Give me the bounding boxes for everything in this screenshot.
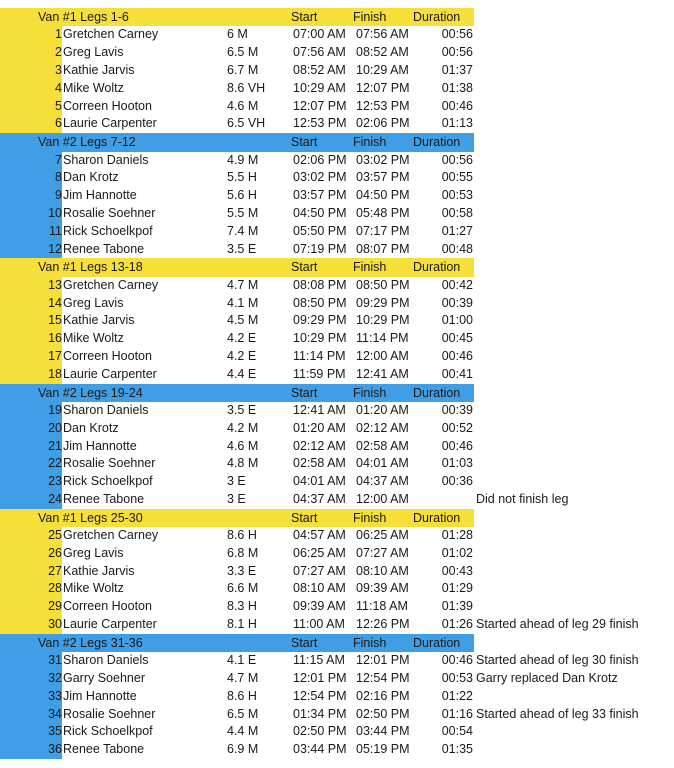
leg-number: 16 <box>48 331 62 346</box>
leg-duration: 01:00 <box>441 313 473 328</box>
leg-row <box>0 152 674 170</box>
finish-time: 12:53 PM <box>356 98 410 113</box>
leg-distance: 4.5 M <box>227 313 259 328</box>
runner-name: Renee Tabone <box>63 742 145 757</box>
leg-duration: 01:28 <box>441 528 473 543</box>
leg-duration: 00:56 <box>441 27 473 42</box>
finish-column-header: Finish <box>353 510 387 525</box>
leg-duration: 01:13 <box>441 116 473 131</box>
finish-time: 02:06 PM <box>356 116 410 131</box>
start-time: 04:57 AM <box>293 528 346 543</box>
runner-name: Laurie Carpenter <box>63 366 157 381</box>
finish-time: 03:57 PM <box>356 170 410 185</box>
leg-duration: 00:54 <box>441 724 473 739</box>
leg-row <box>0 688 674 706</box>
runner-name: Sharon Daniels <box>63 653 149 668</box>
finish-time: 02:50 PM <box>356 706 410 721</box>
leg-distance: 4.4 M <box>227 724 259 739</box>
leg-row <box>0 616 674 634</box>
van-section <box>0 133 674 258</box>
leg-row <box>0 62 674 80</box>
runner-name: Greg Lavis <box>63 295 124 310</box>
start-time: 09:29 PM <box>293 313 347 328</box>
leg-number: 7 <box>55 152 62 167</box>
leg-row <box>0 652 674 670</box>
leg-duration: 00:39 <box>441 402 473 417</box>
runner-name: Correen Hooton <box>63 348 152 363</box>
leg-duration: 00:42 <box>441 277 473 292</box>
leg-distance: 4.2 M <box>227 420 259 435</box>
start-time: 07:27 AM <box>293 563 346 578</box>
leg-row <box>0 527 674 545</box>
leg-number: 21 <box>48 438 62 453</box>
leg-duration: 00:58 <box>441 205 473 220</box>
section-header-row <box>0 634 674 652</box>
start-time: 12:07 PM <box>293 98 347 113</box>
section-title: Van #1 Legs 13-18 <box>38 260 143 275</box>
leg-duration: 00:48 <box>441 241 473 256</box>
runner-name: Garry Soehner <box>63 671 145 686</box>
start-time: 06:25 AM <box>293 545 346 560</box>
leg-number: 18 <box>48 366 62 381</box>
finish-time: 12:26 PM <box>356 617 410 632</box>
finish-time: 06:25 AM <box>356 528 409 543</box>
leg-distance: 6.8 M <box>227 545 259 560</box>
section-title: Van #2 Legs 19-24 <box>38 385 143 400</box>
leg-number: 6 <box>55 116 62 131</box>
finish-time: 10:29 PM <box>356 313 410 328</box>
runner-name: Rick Schoelkpof <box>63 474 153 489</box>
finish-column-header: Finish <box>353 135 387 150</box>
leg-row <box>0 241 674 259</box>
finish-time: 09:29 PM <box>356 295 410 310</box>
finish-column-header: Finish <box>353 10 387 24</box>
start-time: 12:54 PM <box>293 688 347 703</box>
leg-duration: 01:02 <box>441 545 473 560</box>
section-header-row <box>0 8 674 26</box>
start-time: 03:57 PM <box>293 188 347 203</box>
finish-time: 08:10 AM <box>356 563 409 578</box>
runner-name: Mike Woltz <box>63 80 124 95</box>
leg-distance: 4.1 M <box>227 295 259 310</box>
leg-number: 15 <box>48 313 62 328</box>
finish-time: 12:41 AM <box>356 366 409 381</box>
leg-distance: 6 M <box>227 27 248 42</box>
runner-name: Kathie Jarvis <box>63 62 135 77</box>
leg-duration: 00:55 <box>441 170 473 185</box>
start-time: 01:34 PM <box>293 706 347 721</box>
leg-number: 27 <box>48 563 62 578</box>
leg-number: 8 <box>55 170 62 185</box>
finish-time: 03:02 PM <box>356 152 410 167</box>
duration-column-header: Duration <box>413 635 461 650</box>
leg-number: 25 <box>48 528 62 543</box>
finish-time: 05:19 PM <box>356 742 410 757</box>
leg-number: 2 <box>55 45 62 60</box>
leg-number: 26 <box>48 545 62 560</box>
leg-distance: 6.7 M <box>227 62 259 77</box>
section-header-row <box>0 509 674 527</box>
start-time: 11:00 AM <box>293 617 345 632</box>
leg-distance: 3.5 E <box>227 241 257 256</box>
start-time: 08:08 PM <box>293 277 347 292</box>
runner-name: Renee Tabone <box>63 241 145 256</box>
leg-distance: 6.5 VH <box>227 116 266 131</box>
leg-duration: 00:53 <box>441 671 473 686</box>
finish-time: 04:50 PM <box>356 188 410 203</box>
finish-time: 12:01 PM <box>356 653 410 668</box>
leg-note: Did not finish leg <box>476 491 569 506</box>
finish-column-header: Finish <box>353 260 387 275</box>
runner-name: Gretchen Carney <box>63 27 159 42</box>
leg-distance: 4.6 M <box>227 438 259 453</box>
leg-number: 10 <box>48 205 62 220</box>
leg-row <box>0 26 674 44</box>
leg-duration: 01:38 <box>441 80 473 95</box>
leg-note: Started ahead of leg 33 finish <box>476 706 639 721</box>
leg-number: 34 <box>48 706 62 721</box>
leg-duration: 01:22 <box>441 688 473 703</box>
leg-number: 32 <box>48 671 62 686</box>
start-time: 12:01 PM <box>293 671 347 686</box>
runner-name: Jim Hannotte <box>63 688 137 703</box>
finish-time: 11:14 PM <box>356 331 409 346</box>
leg-row <box>0 169 674 187</box>
leg-number: 1 <box>55 27 62 42</box>
leg-note: Garry replaced Dan Krotz <box>476 671 618 686</box>
leg-row <box>0 580 674 598</box>
van-section <box>0 258 674 383</box>
leg-number: 14 <box>48 295 62 310</box>
leg-number: 35 <box>48 724 62 739</box>
finish-column-header: Finish <box>353 635 387 650</box>
leg-row <box>0 598 674 616</box>
leg-row <box>0 187 674 205</box>
finish-time: 07:27 AM <box>356 545 409 560</box>
leg-note: Started ahead of leg 30 finish <box>476 653 639 668</box>
leg-number: 4 <box>55 80 62 95</box>
leg-duration: 00:46 <box>441 98 473 113</box>
leg-row <box>0 670 674 688</box>
leg-distance: 6.5 M <box>227 45 259 60</box>
runner-name: Kathie Jarvis <box>63 563 135 578</box>
runner-name: Mike Woltz <box>63 331 124 346</box>
leg-number: 28 <box>48 581 62 596</box>
finish-time: 02:16 PM <box>356 688 410 703</box>
finish-time: 12:07 PM <box>356 80 410 95</box>
leg-distance: 8.6 H <box>227 528 257 543</box>
leg-row <box>0 491 674 509</box>
leg-row <box>0 205 674 223</box>
section-header-row <box>0 258 674 276</box>
runner-name: Rosalie Soehner <box>63 456 156 471</box>
leg-distance: 4.9 M <box>227 152 259 167</box>
finish-time: 12:00 AM <box>356 348 409 363</box>
leg-duration: 01:26 <box>441 617 473 632</box>
van-section <box>0 634 674 759</box>
section-title: Van #2 Legs 31-36 <box>38 635 143 650</box>
leg-number: 31 <box>48 653 62 668</box>
leg-distance: 4.1 E <box>227 653 257 668</box>
section-title: Van #2 Legs 7-12 <box>38 135 136 150</box>
finish-time: 09:39 AM <box>356 581 409 596</box>
leg-number: 23 <box>48 474 62 489</box>
start-time: 02:50 PM <box>293 724 347 739</box>
runner-name: Correen Hooton <box>63 98 152 113</box>
leg-duration: 00:43 <box>441 563 473 578</box>
leg-row <box>0 295 674 313</box>
finish-time: 11:18 AM <box>356 599 408 614</box>
start-column-header: Start <box>291 635 318 650</box>
runner-name: Sharon Daniels <box>63 152 149 167</box>
finish-time: 08:50 PM <box>356 277 410 292</box>
runner-name: Renee Tabone <box>63 491 145 506</box>
start-time: 10:29 PM <box>293 331 347 346</box>
leg-duration: 01:27 <box>441 223 473 238</box>
leg-number: 12 <box>48 241 62 256</box>
leg-row <box>0 80 674 98</box>
start-time: 04:50 PM <box>293 205 347 220</box>
leg-duration: 00:56 <box>441 45 473 60</box>
duration-column-header: Duration <box>413 385 461 400</box>
start-column-header: Start <box>291 385 318 400</box>
leg-duration: 00:39 <box>441 295 473 310</box>
finish-time: 01:20 AM <box>356 402 409 417</box>
start-column-header: Start <box>291 10 318 24</box>
leg-duration: 00:46 <box>441 653 473 668</box>
finish-time: 02:12 AM <box>356 420 409 435</box>
leg-row <box>0 277 674 295</box>
leg-distance: 8.6 H <box>227 688 257 703</box>
leg-distance: 3 E <box>227 491 246 506</box>
leg-duration: 00:45 <box>441 331 473 346</box>
relay-schedule-sheet <box>0 8 674 759</box>
leg-distance: 3.5 E <box>227 402 257 417</box>
runner-name: Laurie Carpenter <box>63 116 157 131</box>
runner-name: Jim Hannotte <box>63 188 137 203</box>
leg-number: 22 <box>48 456 62 471</box>
start-time: 11:14 PM <box>293 348 346 363</box>
leg-distance: 4.8 M <box>227 456 259 471</box>
finish-time: 07:56 AM <box>356 27 409 42</box>
leg-row <box>0 563 674 581</box>
start-time: 08:10 AM <box>293 581 346 596</box>
leg-row <box>0 741 674 759</box>
leg-distance: 4.2 E <box>227 331 257 346</box>
leg-number: 11 <box>49 223 62 238</box>
finish-time: 04:37 AM <box>356 474 409 489</box>
leg-number: 20 <box>48 420 62 435</box>
finish-time: 12:00 AM <box>356 491 409 506</box>
leg-row <box>0 455 674 473</box>
runner-name: Greg Lavis <box>63 45 124 60</box>
runner-name: Jim Hannotte <box>63 438 137 453</box>
leg-number: 30 <box>48 617 62 632</box>
leg-row <box>0 366 674 384</box>
leg-row <box>0 438 674 456</box>
start-time: 07:56 AM <box>293 45 346 60</box>
leg-row <box>0 312 674 330</box>
leg-number: 3 <box>55 62 62 77</box>
runner-name: Gretchen Carney <box>63 277 159 292</box>
leg-duration: 00:56 <box>441 152 473 167</box>
leg-duration: 00:52 <box>441 420 473 435</box>
start-time: 10:29 AM <box>293 80 346 95</box>
finish-time: 03:44 PM <box>356 724 410 739</box>
leg-number: 9 <box>55 188 62 203</box>
runner-name: Greg Lavis <box>63 545 124 560</box>
leg-row <box>0 348 674 366</box>
runner-name: Kathie Jarvis <box>63 313 135 328</box>
start-time: 07:19 PM <box>293 241 347 256</box>
leg-number: 29 <box>48 599 62 614</box>
start-time: 07:00 AM <box>293 27 346 42</box>
leg-number: 33 <box>48 688 62 703</box>
runner-name: Mike Woltz <box>63 581 124 596</box>
start-time: 03:02 PM <box>293 170 347 185</box>
leg-row <box>0 115 674 133</box>
leg-row <box>0 402 674 420</box>
start-time: 11:59 PM <box>293 366 346 381</box>
start-column-header: Start <box>291 510 318 525</box>
start-time: 01:20 AM <box>293 420 346 435</box>
leg-duration: 01:03 <box>441 456 473 471</box>
leg-distance: 4.2 E <box>227 348 257 363</box>
leg-distance: 6.5 M <box>227 706 259 721</box>
leg-distance: 8.6 VH <box>227 80 266 95</box>
start-time: 05:50 PM <box>293 223 347 238</box>
leg-duration: 00:41 <box>441 366 473 381</box>
start-time: 03:44 PM <box>293 742 347 757</box>
leg-row <box>0 473 674 491</box>
leg-number: 17 <box>48 348 62 363</box>
leg-duration: 01:16 <box>441 706 473 721</box>
section-title: Van #1 Legs 25-30 <box>38 510 143 525</box>
leg-row <box>0 330 674 348</box>
duration-column-header: Duration <box>413 10 461 24</box>
finish-time: 08:52 AM <box>356 45 409 60</box>
leg-distance: 5.6 H <box>227 188 257 203</box>
finish-time: 08:07 PM <box>356 241 410 256</box>
runner-name: Correen Hooton <box>63 599 152 614</box>
leg-duration: 00:46 <box>441 438 473 453</box>
start-time: 04:37 AM <box>293 491 346 506</box>
leg-row <box>0 706 674 724</box>
runner-name: Rick Schoelkpof <box>63 223 153 238</box>
section-title: Van #1 Legs 1-6 <box>38 10 129 24</box>
leg-distance: 4.7 M <box>227 277 259 292</box>
leg-distance: 4.6 M <box>227 98 259 113</box>
start-time: 02:06 PM <box>293 152 347 167</box>
start-column-header: Start <box>291 260 318 275</box>
leg-distance: 4.4 E <box>227 366 257 381</box>
leg-distance: 6.6 M <box>227 581 259 596</box>
van-section <box>0 384 674 509</box>
leg-number: 24 <box>48 491 62 506</box>
leg-duration: 00:46 <box>441 348 473 363</box>
leg-number: 19 <box>48 402 62 417</box>
start-time: 09:39 AM <box>293 599 346 614</box>
leg-distance: 8.3 H <box>227 599 257 614</box>
runner-name: Dan Krotz <box>63 170 119 185</box>
finish-time: 04:01 AM <box>356 456 409 471</box>
duration-column-header: Duration <box>413 510 461 525</box>
start-time: 08:52 AM <box>293 62 346 77</box>
leg-row <box>0 545 674 563</box>
leg-row <box>0 420 674 438</box>
leg-row <box>0 98 674 116</box>
finish-time: 07:17 PM <box>356 223 410 238</box>
leg-note: Started ahead of leg 29 finish <box>476 617 639 632</box>
leg-duration: 01:35 <box>441 742 473 757</box>
start-time: 12:53 PM <box>293 116 347 131</box>
leg-number: 5 <box>55 98 62 113</box>
leg-number: 36 <box>48 742 62 757</box>
section-header-row <box>0 384 674 402</box>
leg-row <box>0 44 674 62</box>
leg-duration: 01:29 <box>441 581 473 596</box>
section-header-row <box>0 133 674 151</box>
duration-column-header: Duration <box>413 260 461 275</box>
finish-time: 10:29 AM <box>356 62 409 77</box>
leg-distance: 6.9 M <box>227 742 259 757</box>
finish-time: 05:48 PM <box>356 205 410 220</box>
start-time: 08:50 PM <box>293 295 347 310</box>
finish-column-header: Finish <box>353 385 387 400</box>
leg-duration: 00:36 <box>441 474 473 489</box>
start-time: 04:01 AM <box>293 474 346 489</box>
leg-distance: 5.5 M <box>227 205 259 220</box>
runner-name: Laurie Carpenter <box>63 617 157 632</box>
leg-distance: 3.3 E <box>227 563 257 578</box>
leg-duration: 01:39 <box>441 599 473 614</box>
start-time: 11:15 AM <box>293 653 345 668</box>
leg-distance: 5.5 H <box>227 170 257 185</box>
van-section <box>0 509 674 634</box>
start-time: 12:41 AM <box>293 402 346 417</box>
finish-time: 02:58 AM <box>356 438 409 453</box>
runner-name: Rosalie Soehner <box>63 205 156 220</box>
leg-distance: 8.1 H <box>227 617 257 632</box>
leg-row <box>0 723 674 741</box>
start-time: 02:58 AM <box>293 456 346 471</box>
leg-row <box>0 223 674 241</box>
runner-name: Rosalie Soehner <box>63 706 156 721</box>
runner-name: Dan Krotz <box>63 420 119 435</box>
start-time: 02:12 AM <box>293 438 346 453</box>
leg-number: 13 <box>48 277 62 292</box>
leg-duration: 00:53 <box>441 188 473 203</box>
finish-time: 12:54 PM <box>356 671 410 686</box>
runner-name: Gretchen Carney <box>63 528 159 543</box>
runner-name: Rick Schoelkpof <box>63 724 153 739</box>
leg-duration: 01:37 <box>441 62 473 77</box>
leg-distance: 7.4 M <box>227 223 259 238</box>
duration-column-header: Duration <box>413 135 461 150</box>
start-column-header: Start <box>291 135 318 150</box>
runner-name: Sharon Daniels <box>63 402 149 417</box>
leg-distance: 3 E <box>227 474 246 489</box>
leg-distance: 4.7 M <box>227 671 259 686</box>
van-section <box>0 8 674 133</box>
